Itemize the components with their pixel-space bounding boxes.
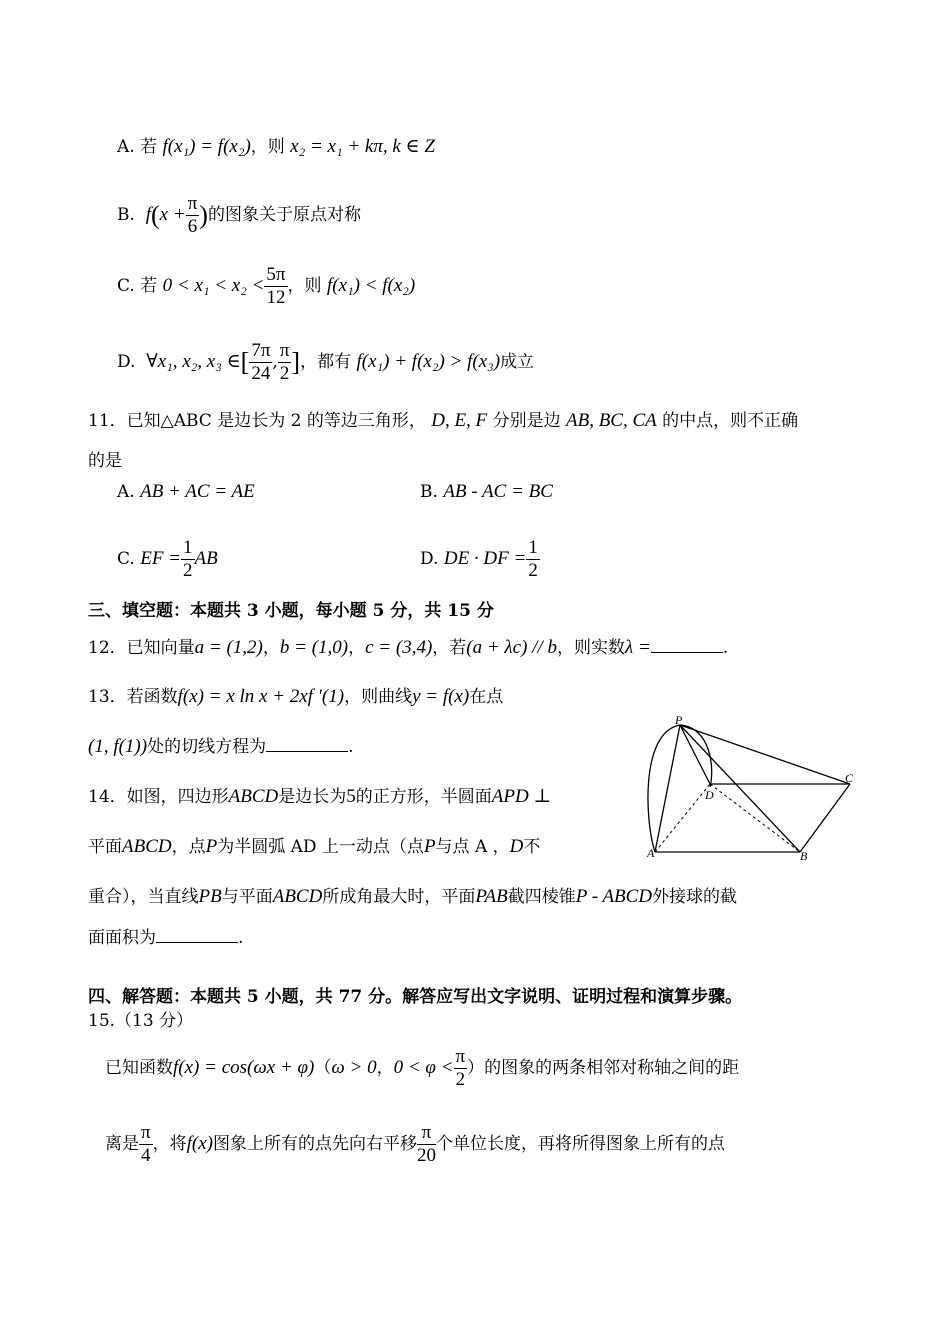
q10-option-d: D. ∀x₁, x₂, x₃ ∈[ $\frac{7\pi}{24}$ , $\frac{\pi}{2}$ ]，都有 f(x₁) + f(x₂) > f(x₃)成立 xyxy=(117,340,535,384)
q14-line3: 重合），当直线PB与平面ABCD所成角最大时，平面PAB截四棱锥P - ABCD外接球的截 xyxy=(88,886,738,907)
q11-option-d: D. DE · DF = $\frac{1}{2}$ xyxy=(420,537,538,581)
q10-option-a: A. 若 f(x₁) = f(x₂)，则 x₂ = x₁ + kπ, k ∈ Z xyxy=(117,136,435,157)
q11-option-a: A. AB + AC = AE xyxy=(117,481,255,502)
answer-blank[interactable] xyxy=(266,735,348,752)
q14-line4: 面面积为 . xyxy=(88,928,244,948)
label-b: B xyxy=(800,849,808,863)
label-d: D xyxy=(705,788,714,802)
q10-option-b: B. f(x + $\frac{\pi}{6}$ )的图象关于原点对称 xyxy=(117,193,361,237)
q15-line2: 离是 $\frac{\pi}{4}$ ，将f(x)图象上所有的点先向右平移 $\frac{\pi}{20}$ 个单位长度，再将所得图象上所有的点 xyxy=(105,1122,725,1166)
q11-option-c: C. EF = $\frac{1}{2}$ AB xyxy=(117,537,218,581)
edge-db xyxy=(710,784,800,852)
answer-blank[interactable] xyxy=(156,926,238,943)
label-p: P xyxy=(675,713,683,727)
semicircle-arc xyxy=(648,725,680,852)
q11-option-b: B. AB - AC = BC xyxy=(420,481,553,502)
edge-pb xyxy=(680,725,800,852)
pyramid-figure xyxy=(640,712,865,867)
section-3-heading: 三、填空题：本题共 3 小题，每小题 5 分，共 15 分 xyxy=(88,601,494,621)
q11-stem-cont: 的是 xyxy=(88,451,122,471)
answer-blank[interactable] xyxy=(651,636,723,653)
q10-option-c: C. 若 0 < x₁ < x₂ < $\frac{5\pi}{12}$ ，则 f(x₁) < f(x₂) xyxy=(117,264,416,308)
q13-cont: (1, f(1))处的切线方程为 . xyxy=(88,736,354,757)
label-a: A xyxy=(647,846,655,860)
edge-bc xyxy=(800,784,850,852)
section-4-heading: 四、解答题：本题共 5 小题，共 77 分。解答应写出文字说明、证明过程和演算步骤。 xyxy=(88,987,743,1007)
edge-ad xyxy=(655,784,710,852)
q14-line2: 平面ABCD，点P为半圆弧 AD 上一动点（点P与点 A ，D不 xyxy=(88,836,541,857)
label-c: C xyxy=(845,771,854,785)
edge-pa xyxy=(655,725,680,852)
q15-heading: 15.（13 分） xyxy=(88,1011,194,1031)
q11-stem: 11．已知△ABC 是边长为 2 的等边三角形， D, E, F 分别是边 AB, BC, CA 的中点，则不正确 xyxy=(88,410,799,431)
q15-line1: 已知函数f(x) = cos(ωx + φ)（ω > 0，0 < φ < $\frac{\pi}{2}$ ）的图象的两条相邻对称轴之间的距 xyxy=(105,1046,740,1090)
q13: 13．若函数f(x) = x ln x + 2xf ′(1)，则曲线y = f(x)在点 xyxy=(88,686,504,707)
q14-line1: 14．如图，四边形ABCD是边长为5的正方形，半圆面APD ⊥ xyxy=(88,786,552,807)
q12: 12．已知向量a = (1,2)，b = (1,0)，c = (3,4)，若(a + λc) // b，则实数λ = . xyxy=(88,637,729,658)
